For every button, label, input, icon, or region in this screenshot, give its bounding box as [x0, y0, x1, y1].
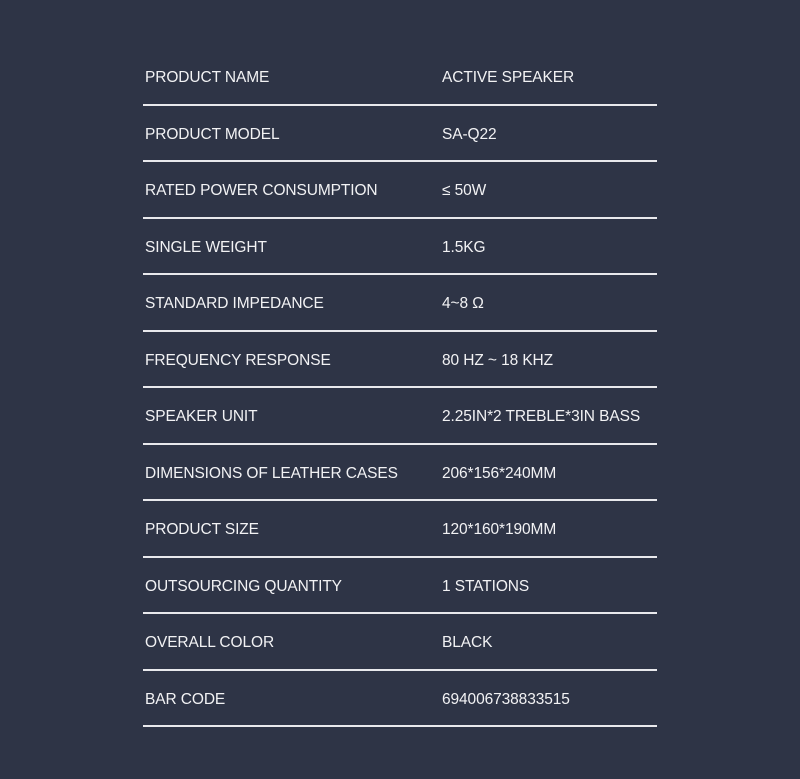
- spec-row-overall-color: [143, 614, 657, 671]
- spec-row-case-dimensions: [143, 445, 657, 502]
- spec-value: 2.25IN*2 TREBLE*3IN BASS: [442, 408, 641, 425]
- spec-label: OVERALL COLOR: [145, 634, 275, 651]
- spec-value: SA-Q22: [442, 125, 497, 143]
- spec-label: SINGLE WEIGHT: [145, 238, 267, 256]
- spec-value: ACTIVE SPEAKER: [442, 69, 575, 86]
- spec-value: 1 STATIONS: [442, 577, 530, 595]
- spec-label: OUTSOURCING QUANTITY: [145, 577, 342, 595]
- spec-value: 1.5KG: [442, 238, 486, 256]
- spec-label: PRODUCT SIZE: [145, 521, 259, 538]
- spec-row-product-name: [143, 49, 657, 106]
- spec-value: 80 HZ ~ 18 KHZ: [442, 351, 554, 369]
- spec-value: 694006738833515: [442, 690, 570, 708]
- spec-row-bar-code: [143, 671, 657, 728]
- spec-label: STANDARD IMPEDANCE: [145, 295, 324, 312]
- spec-row-product-size: [143, 501, 657, 558]
- spec-value: BLACK: [442, 634, 493, 651]
- spec-value: 4~8 Ω: [442, 295, 484, 312]
- spec-value: 120*160*190MM: [442, 521, 557, 538]
- spec-label: DIMENSIONS OF LEATHER CASES: [145, 464, 398, 482]
- spec-row-outsourcing-quantity: [143, 558, 657, 615]
- spec-label: RATED POWER CONSUMPTION: [145, 182, 378, 199]
- spec-row-product-model: [143, 106, 657, 163]
- spec-label: PRODUCT NAME: [145, 69, 270, 86]
- spec-table: [143, 49, 657, 727]
- spec-row-single-weight: [143, 219, 657, 276]
- spec-row-impedance: [143, 275, 657, 332]
- spec-label: SPEAKER UNIT: [145, 408, 258, 425]
- spec-value: 206*156*240MM: [442, 464, 557, 482]
- spec-row-speaker-unit: [143, 388, 657, 445]
- spec-label: BAR CODE: [145, 690, 226, 708]
- spec-label: PRODUCT MODEL: [145, 125, 280, 143]
- spec-row-rated-power: [143, 162, 657, 219]
- spec-value: ≤ 50W: [442, 182, 487, 199]
- spec-label: FREQUENCY RESPONSE: [145, 351, 331, 369]
- spec-row-frequency-response: [143, 332, 657, 389]
